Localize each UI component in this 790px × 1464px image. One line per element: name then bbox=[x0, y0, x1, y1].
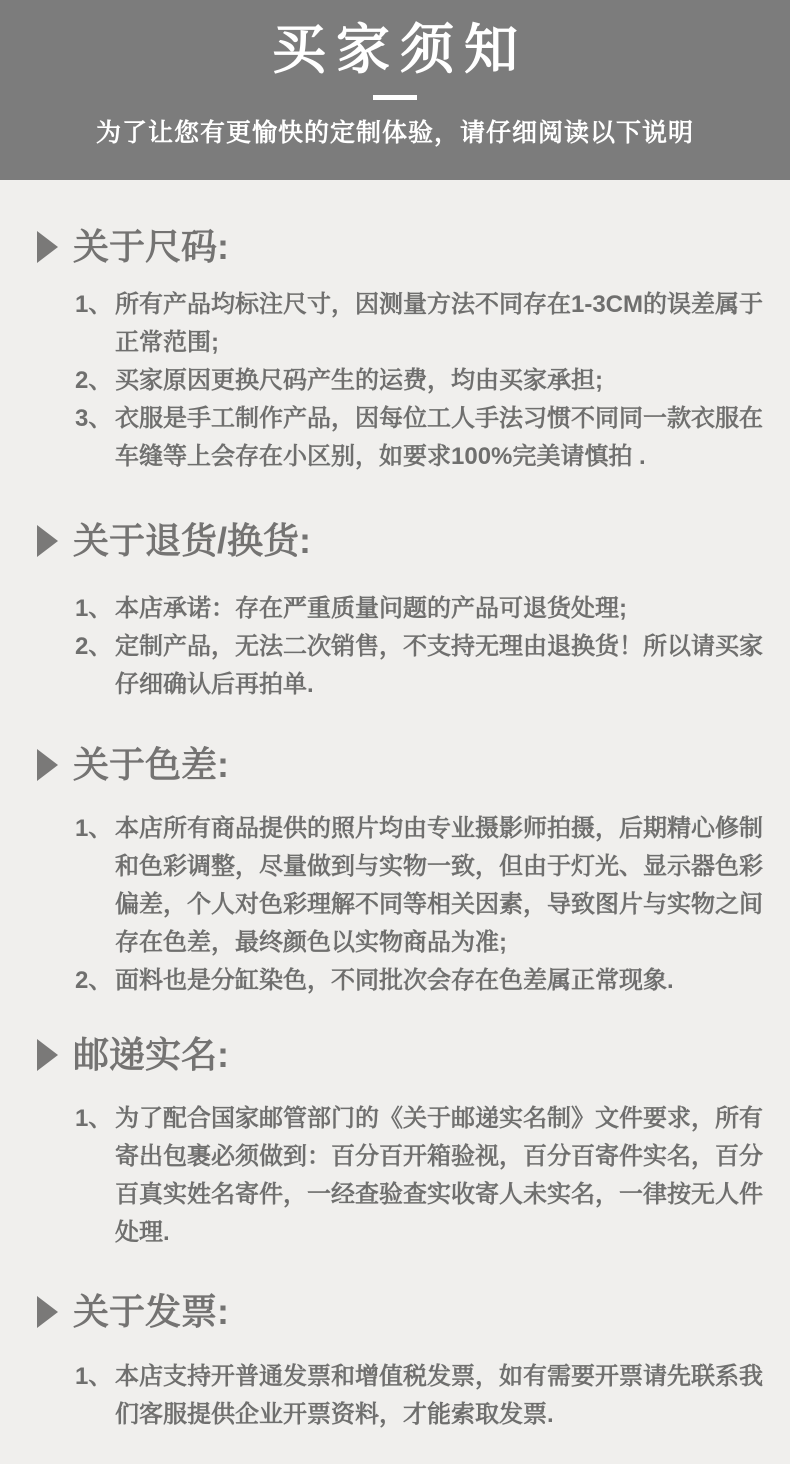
triangle-bullet-icon bbox=[37, 749, 58, 781]
triangle-bullet-icon bbox=[37, 1296, 58, 1328]
page-subtitle: 为了让您有更愉快的定制体验，请仔细阅读以下说明 bbox=[95, 119, 694, 147]
section-items bbox=[75, 590, 775, 704]
section-heading bbox=[37, 1036, 790, 1074]
triangle-bullet-icon bbox=[37, 231, 58, 263]
section-heading bbox=[37, 522, 790, 560]
section-heading bbox=[37, 746, 790, 784]
item-number: 3、 bbox=[75, 405, 113, 432]
page-title: 买家须知 bbox=[272, 20, 528, 80]
item-number: 1、 bbox=[75, 1105, 113, 1132]
section-heading bbox=[37, 228, 790, 266]
section-heading-label: 关于尺码: bbox=[73, 226, 229, 267]
item-number: 1、 bbox=[75, 1363, 113, 1390]
item-number: 1、 bbox=[75, 291, 113, 318]
triangle-bullet-icon bbox=[37, 1039, 58, 1071]
section-heading-label: 关于色差: bbox=[73, 744, 229, 785]
item-text: 衣服是手工制作产品，因每位工人手法习惯不同同一款衣服在车缝等上会存在小区别，如要求100%完美请慎拍 . bbox=[115, 405, 763, 470]
section-size bbox=[0, 180, 790, 476]
item-number: 1、 bbox=[75, 595, 113, 622]
section-items bbox=[75, 810, 775, 1000]
item-text: 本店承诺：存在严重质量问题的产品可退货处理; bbox=[115, 595, 627, 622]
item-text: 定制产品，无法二次销售，不支持无理由退换货！所以请买家仔细确认后再拍单. bbox=[115, 633, 763, 698]
section-returns bbox=[0, 476, 790, 704]
item-number: 2、 bbox=[75, 967, 113, 994]
notice-item bbox=[75, 1100, 775, 1252]
section-heading-label: 邮递实名: bbox=[73, 1034, 229, 1075]
notice-item bbox=[75, 810, 775, 962]
title-underline-dash bbox=[373, 95, 417, 100]
notice-item bbox=[75, 1358, 775, 1434]
item-text: 面料也是分缸染色，不同批次会存在色差属正常现象. bbox=[115, 967, 674, 994]
item-text: 所有产品均标注尺寸，因测量方法不同存在1-3CM的误差属于正常范围; bbox=[115, 291, 764, 356]
notice-item bbox=[75, 590, 775, 628]
item-text: 本店所有商品提供的照片均由专业摄影师拍摄，后期精心修制和色彩调整，尽量做到与实物一致，但由于灯光、显示器色彩偏差，个人对色彩理解不同等相关因素，导致图片与实物之间存在色差，最终颜色以实物商品为准; bbox=[115, 815, 763, 956]
notice-item bbox=[75, 628, 775, 704]
section-mail-real-name bbox=[0, 1000, 790, 1252]
section-items bbox=[75, 286, 775, 476]
section-items bbox=[75, 1358, 775, 1434]
section-invoice bbox=[0, 1252, 790, 1434]
section-heading-label: 关于退货/换货: bbox=[73, 520, 311, 561]
section-heading bbox=[37, 1293, 790, 1331]
notice-header bbox=[0, 0, 790, 180]
item-text: 本店支持开普通发票和增值税发票，如有需要开票请先联系我们客服提供企业开票资料，才能索取发票. bbox=[115, 1363, 763, 1428]
item-number: 2、 bbox=[75, 633, 113, 660]
notice-content bbox=[0, 180, 790, 1434]
section-heading-label: 关于发票: bbox=[73, 1291, 229, 1332]
notice-item bbox=[75, 286, 775, 362]
item-number: 2、 bbox=[75, 367, 113, 394]
item-number: 1、 bbox=[75, 815, 113, 842]
item-text: 买家原因更换尺码产生的运费，均由买家承担; bbox=[115, 367, 603, 394]
item-text: 为了配合国家邮管部门的《关于邮递实名制》文件要求，所有寄出包裹必须做到：百分百开箱验视，百分百寄件实名，百分百真实姓名寄件，一经查验查实收寄人未实名，一律按无人件处理. bbox=[115, 1105, 763, 1246]
triangle-bullet-icon bbox=[37, 525, 58, 557]
notice-item bbox=[75, 362, 775, 400]
notice-item bbox=[75, 400, 775, 476]
section-color-difference bbox=[0, 704, 790, 1000]
notice-item bbox=[75, 962, 775, 1000]
section-items bbox=[75, 1100, 775, 1252]
